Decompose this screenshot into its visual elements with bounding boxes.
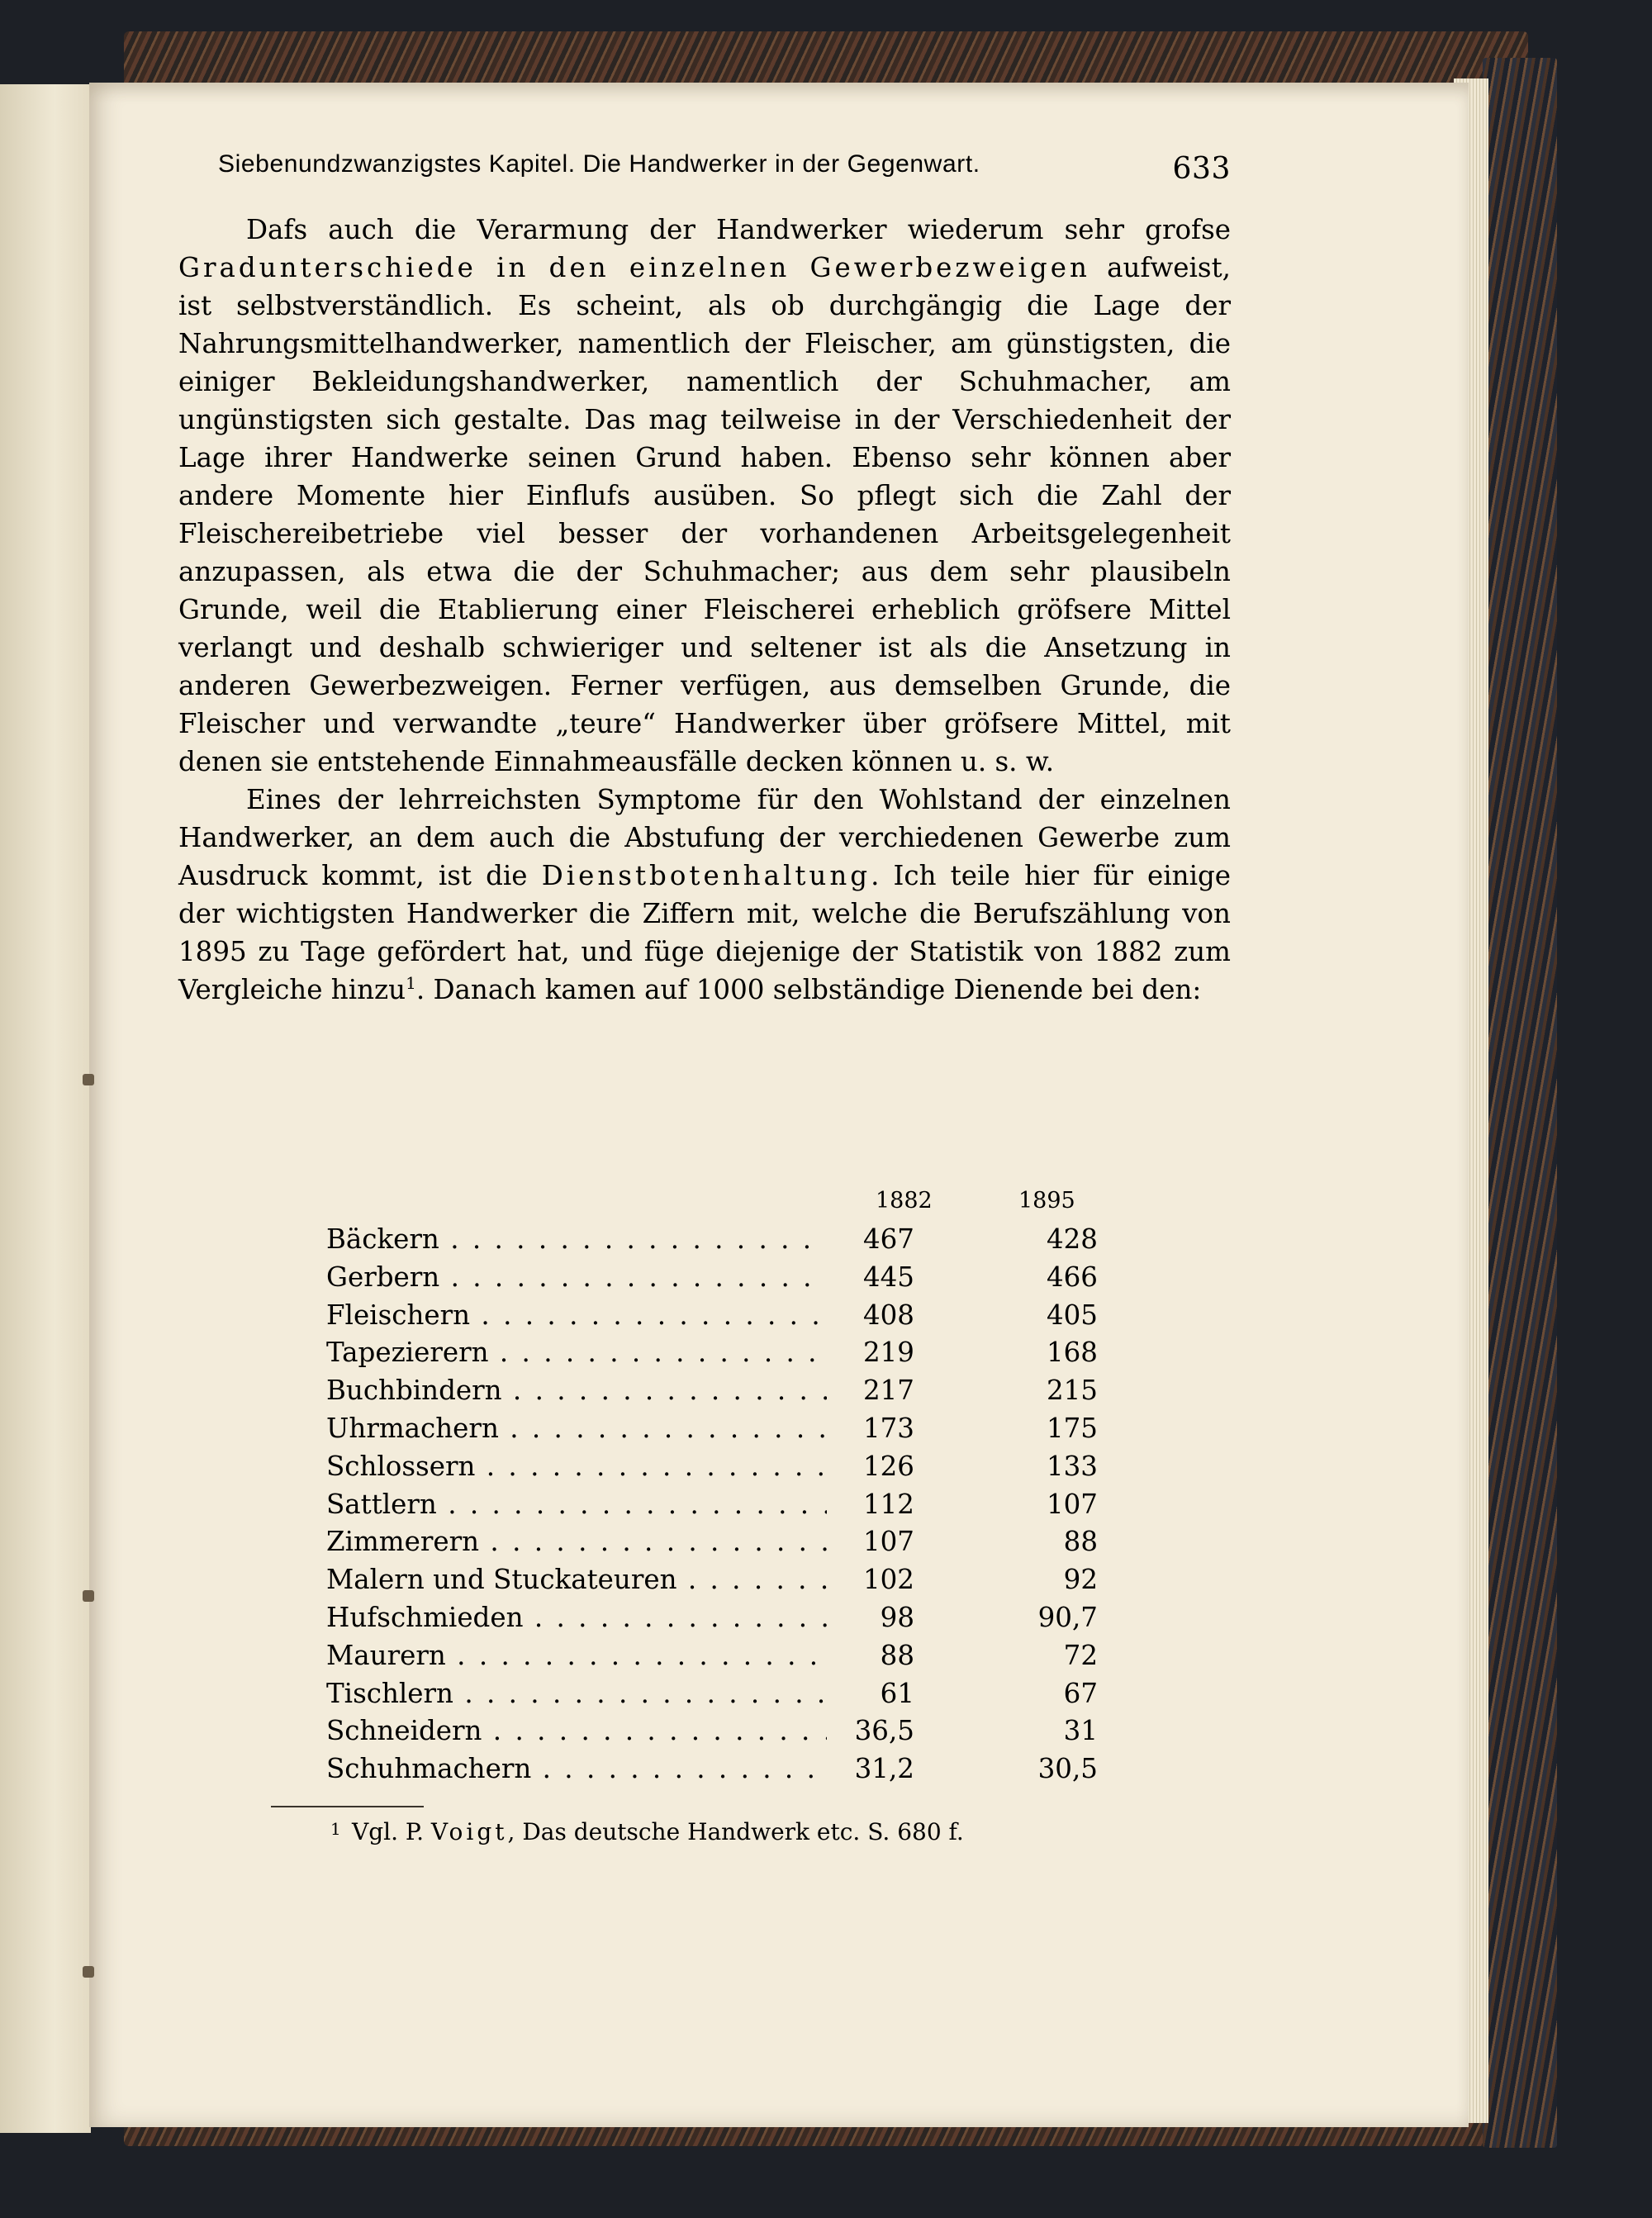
book-cover-edge [1483,58,1557,2148]
table-row [326,1486,1119,1524]
value-1895: 92 [1063,1564,1098,1596]
trade-name: Uhrmachern . . . [326,1410,855,1448]
table-row [326,1221,1119,1259]
value-1895: 133 [1046,1450,1098,1482]
value-1895: 31 [1063,1715,1098,1747]
value-1895: 30,5 [1037,1753,1098,1785]
footnote-ref: 1 [406,973,416,994]
table-row [326,1372,1119,1410]
value-1895: 88 [1063,1526,1098,1558]
value-1895: 428 [1046,1223,1098,1255]
running-head [218,142,1231,192]
binding-stitch [83,1966,94,1978]
value-1895: 168 [1046,1337,1098,1369]
footnote-author: Voigt [430,1818,508,1845]
footnote-rule [271,1806,424,1807]
value-1882: 36,5 [827,1712,914,1750]
page-number: 633 [1172,152,1231,186]
value-1882: 445 [827,1259,914,1297]
value-1895: 72 [1063,1639,1098,1671]
value-1895: 466 [1046,1261,1098,1293]
table-row [326,1561,1119,1599]
value-1882: 88 [827,1637,914,1675]
trade-name: Fleischern . . . [326,1297,855,1335]
footnote-marker: 1 [330,1819,341,1839]
binding-stitch [83,1074,94,1085]
column-header-1895: 1895 [1018,1188,1075,1213]
trade-name: Schuhmachern . . . [326,1750,855,1788]
table-row [326,1259,1119,1297]
paragraph: Eines der lehrreichsten Symptome für den Wohlstand der einzelnen Handwerker, an dem auch die Abstufung der verchiedenen Gewerbe zum Ausdruck kommt, ist die Dienstbotenhaltung. Ich teile hier für einige der wichtigsten Handwerker die Ziffern mit, welche die Berufszählung von 1895 zu Tage gefördert hat, und füge diejenige der Statistik von 1882 zum Vergleiche hinzu$^1$. Danach kamen auf 1000 selbständige Dienende bei den: [178,784,1231,1005]
value-1882: 31,2 [827,1750,914,1788]
trade-name: Schneidern . . . [326,1712,855,1750]
trade-name: Bäckern . . . [326,1221,855,1259]
table-row [326,1599,1119,1637]
value-1895: 90,7 [1037,1601,1098,1633]
table-row [326,1675,1119,1713]
table-row [326,1448,1119,1486]
column-header-1882: 1882 [876,1188,933,1213]
value-1882: 467 [827,1221,914,1259]
value-1895: 215 [1046,1375,1098,1407]
trade-name: Schlossern . . . [326,1448,855,1486]
value-1882: 219 [827,1334,914,1372]
trade-name: Hufschmieden . . . [326,1599,855,1637]
trade-name: Sattlern . . . [326,1486,855,1524]
trade-name: Tischlern . . . [326,1675,855,1713]
trade-name: Maurern . . . [326,1637,855,1675]
table-row [326,1410,1119,1448]
value-1882: 112 [827,1486,914,1524]
trade-name: Malern und Stuckateuren . . . [326,1561,855,1599]
trade-name: Gerbern . . . [326,1259,855,1297]
value-1882: 126 [827,1448,914,1486]
trade-name: Zimmerern . . . [326,1523,855,1561]
value-1895: 175 [1046,1412,1098,1444]
left-page-edge [0,84,91,2133]
statistics-table [326,1188,1119,1788]
value-1882: 173 [827,1410,914,1448]
chapter-title: Siebenundzwanzigstes Kapitel. Die Handwerker in der Gegenwart. [218,150,980,178]
value-1882: 408 [827,1297,914,1335]
table-row [326,1712,1119,1750]
value-1882: 107 [827,1523,914,1561]
table-header [326,1188,1119,1221]
body-text [178,211,1231,1009]
value-1882: 61 [827,1675,914,1713]
value-1895: 107 [1046,1488,1098,1520]
table-row [326,1523,1119,1561]
table-body [326,1221,1119,1788]
value-1895: 67 [1063,1677,1098,1709]
value-1882: 98 [827,1599,914,1637]
binding-stitch [83,1590,94,1602]
value-1882: 217 [827,1372,914,1410]
table-row [326,1750,1119,1788]
trade-name: Tapezierern . . . [326,1334,855,1372]
emphasis: Dienstbotenhaltung [541,860,871,891]
paragraph: Dafs auch die Verarmung der Handwerker wiederum sehr grofse Gradunterschiede in den einzelnen Gewerbezweigen aufweist, ist selbstverständlich. Es scheint, als ob durchgängig die Lage der Nahrungsmittelhandwerker, namentlich der Fleischer, am günstigsten, die einiger Bekleidungshandwerker, namentlich der Schuhmacher, am ungünstigsten sich gestalte. Das mag teilweise in der Verschiedenheit der Lage ihrer Handwerke seinen Grund haben. Ebenso sehr können aber andere Momente hier Einflufs ausüben. So pflegt sich die Zahl der Fleischereibetriebe viel besser der vorhandenen Arbeitsgelegenheit anzupassen, als etwa die der Schuhmacher; aus dem sehr plausibeln Grunde, weil die Etablierung einer Fleischerei erheblich gröfsere Mittel verlangt und deshalb schwieriger und seltener ist als die Ansetzung in anderen Gewerbezweigen. Ferner verfügen, aus demselben Grunde, die Fleischer und verwandte „teure“ Handwerker über gröfsere Mittel, mit denen sie entstehende Einnahmeausfälle decken können u. s. w. [178,214,1232,777]
trade-name: Buchbindern . . . [326,1372,855,1410]
value-1895: 405 [1046,1299,1098,1331]
value-1882: 102 [827,1561,914,1599]
book-photo: Siebenundzwanzigstes Kapitel. Die Handwerker in der Gegenwart. 633 Dafs auch die Verarmung der Handwerker wiederum sehr grofse Gradunterschiede in den einzelnen Gewerbezweigen aufweist, ist selbstverständlich. Es scheint, als ob durchgängig die Lage der Nahrungsmittelhandwerker, namentlich der Fleischer, am günstigsten, die einiger Bekleidungshandwerker, namentlich der Schuhmacher, am ungünstigsten sich gestalte. Das mag teilweise in der Verschiedenheit der Lage ihrer Handwerke seinen Grund haben. Ebenso sehr können aber andere Momente hier Einflufs ausüben. So pflegt sich die Zahl der Fleischereibetriebe viel besser der vorhandenen Arbeitsgelegenheit anzupassen, als etwa die der Schuhmacher; aus dem sehr plausibeln Grunde, weil die Etablierung einer Fleischerei erheblich gröfsere Mittel verlangt und deshalb schwieriger und seltener ist als die Ansetzung in anderen Gewerbezweigen. Ferner verfügen, aus demselben Grunde, die Fleischer und verwandte „teure“ Handwerker über gröfsere Mittel, mit denen sie entstehende Einnahmeausfälle decken können u. s. w. Eines der lehrreichsten Symptome für den Wohlstand der einzelnen Handwerker, an dem auch die Abstufung der verchiedenen Gewerbe zum Ausdruck kommt, ist die Dienstbotenhaltung. Ich teile hier für einige der wichtigsten Handwerker die Ziffern mit, welche die Berufszählung von 1895 zu Tage gefördert hat, und füge diejenige der Statistik von 1882 zum Vergleiche hinzu$^1$. Danach kamen auf 1000 selbständige Dienende bei den: 1882 1895 Bäckern . . . 467 428 Gerbern . . . 445 466 Fleischern . . . 408 405 Tapezierern . . . 219 168 Buchbindern . . . 217 215 Uhrmachern . . . 173 175 Schlossern . . . 126 133 Sattlern . . . 112 107 Zimmerern . . . 107 88 Malern und Stuckateuren . . . 102 92 Hufschmieden . . . 98 90,7 Maurern . . . 88 72 Tischlern . . . 61 67 Schneidern . . . 36,5 31 Schuhmachern . . . 31,2 30,5 1 Vgl. P. Voigt, Das deutsche Handwerk etc. S. 680 f. [0,0,1652,2218]
table-row [326,1297,1119,1335]
table-row [326,1334,1119,1372]
table-row [326,1637,1119,1675]
emphasis: Gradunterschiede in den einzelnen Gewerbezweigen [178,252,1090,283]
